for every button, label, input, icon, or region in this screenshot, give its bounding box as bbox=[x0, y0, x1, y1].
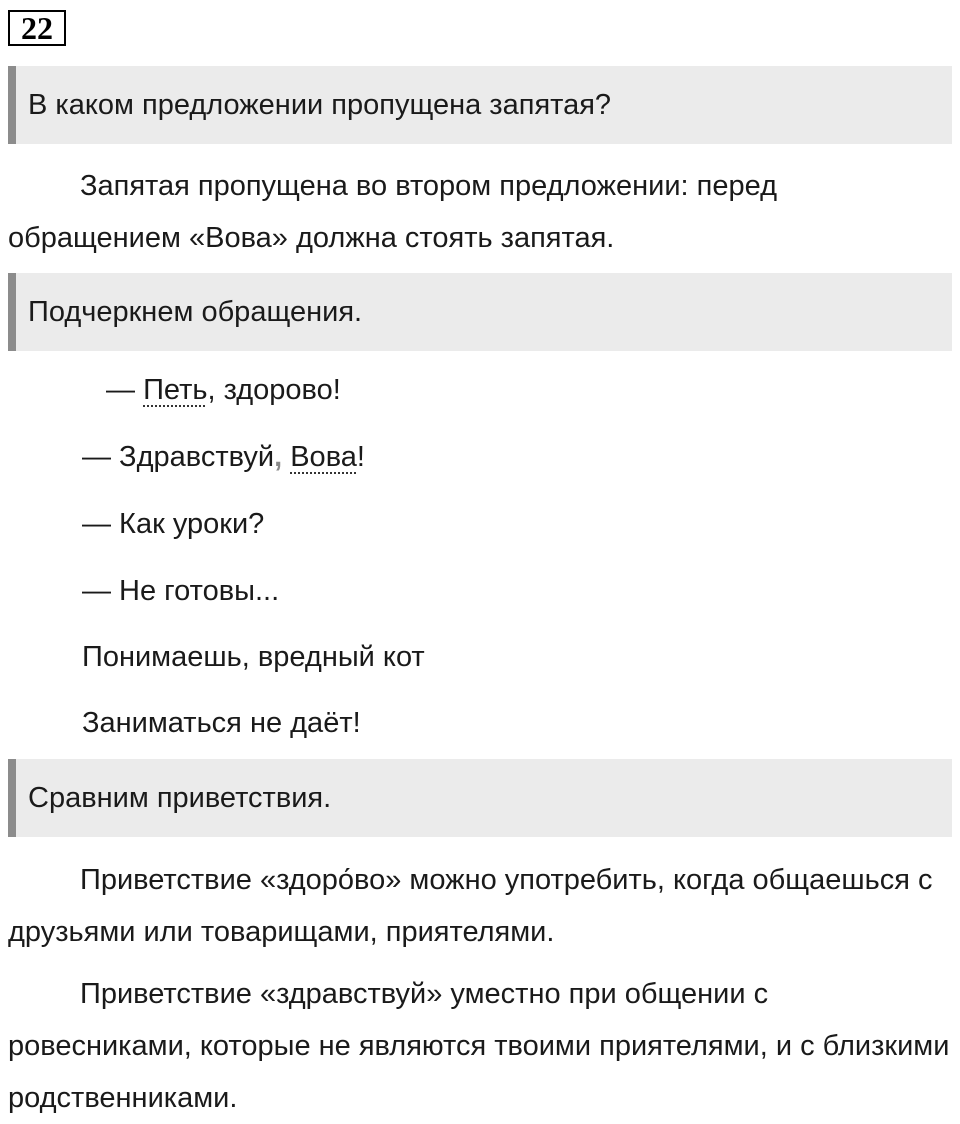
space bbox=[282, 441, 290, 473]
dialogue-line-2 bbox=[82, 437, 365, 477]
greeting-paragraph-2 bbox=[8, 968, 952, 1124]
dialogue-line-4: — Не готовы... bbox=[82, 575, 280, 607]
line-text: — Здравствуй bbox=[82, 441, 275, 473]
answer-paragraph bbox=[8, 160, 952, 264]
address-word: Вова bbox=[290, 441, 357, 473]
line-end: ! bbox=[356, 441, 365, 473]
task-header-underline: Подчеркнем обращения. bbox=[8, 273, 952, 351]
task-number: 22 bbox=[8, 10, 66, 46]
compare-header: Сравним приветствия. bbox=[8, 759, 952, 837]
line-text: , здорово! bbox=[207, 374, 341, 406]
greeting-paragraph-1 bbox=[8, 854, 952, 958]
dash: — bbox=[106, 374, 144, 406]
inserted-comma: , bbox=[274, 441, 283, 473]
paragraph-text: Приветствие «здравствуй» уместно при общении с ровесниками, которые не являются твоими приятелями, и с близкими родственниками. bbox=[8, 978, 950, 1114]
dialogue-line-1 bbox=[106, 370, 341, 410]
paragraph-text: Приветствие «здоро́во» можно употребить, когда общаешься с друзьями или товарищами, приятелями. bbox=[8, 864, 933, 948]
dialogue-line-6: Заниматься не даёт! bbox=[82, 707, 361, 739]
answer-text: Запятая пропущена во втором предложении: перед обращением «Вова» должна стоять запятая. bbox=[8, 170, 778, 254]
address-word: Петь bbox=[143, 374, 208, 406]
dialogue-line-5: Понимаешь, вредный кот bbox=[82, 641, 425, 673]
dialogue-line-3: — Как уроки? bbox=[82, 508, 265, 540]
question-header: В каком предложении пропущена запятая? bbox=[8, 66, 952, 144]
